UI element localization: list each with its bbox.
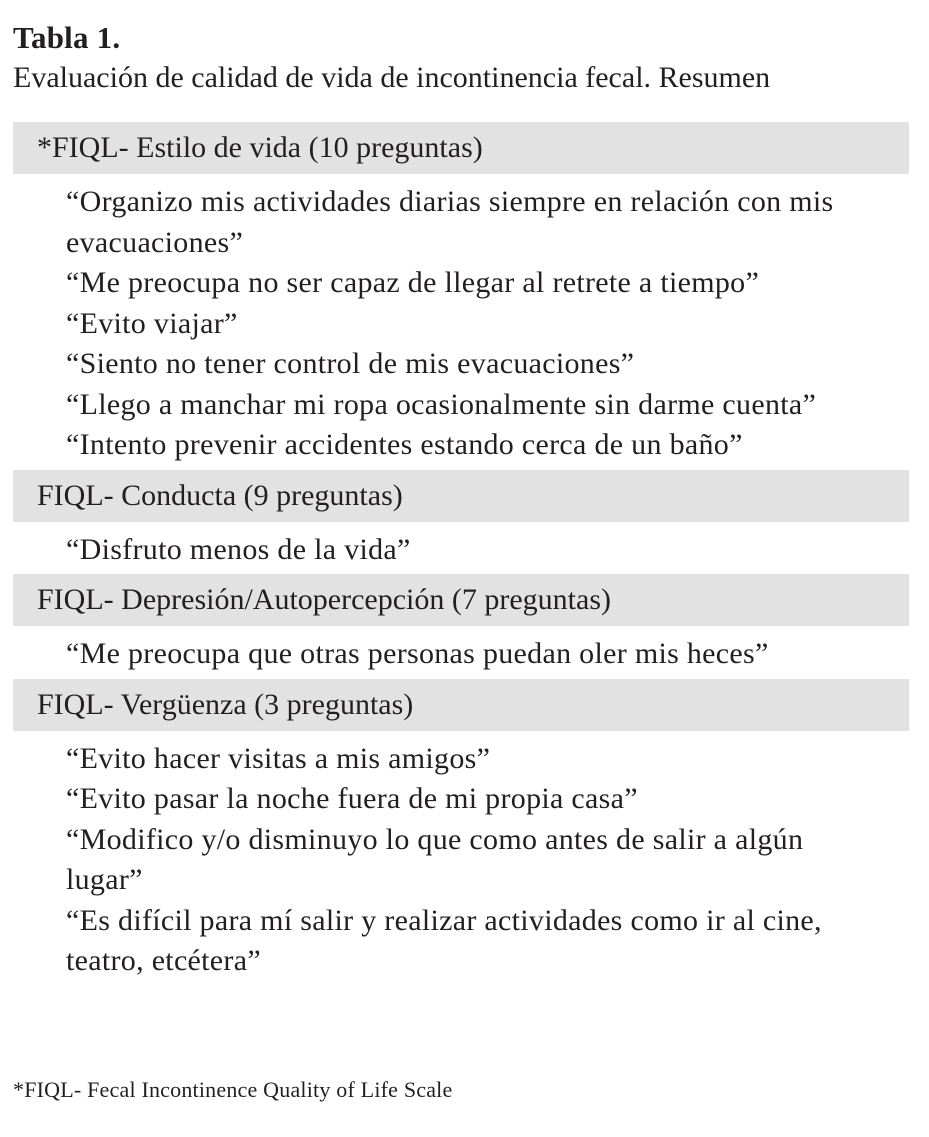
question-list [13,174,909,470]
question-item: “Evito pasar la noche fuera de mi propia casa” [66,782,638,815]
question-item: “Me preocupa no ser capaz de llegar al retrete a tiempo” [66,266,760,299]
question-item: “Evito viajar” [66,306,238,340]
question-item: “Intento prevenir accidentes estando cerca de un baño” [66,428,743,461]
section-conducta [13,470,909,575]
section-depresion-autopercepcion [13,574,909,679]
section-header: FIQL- Conducta (9 preguntas) [13,470,909,522]
question-item: “Disfruto menos de la vida” [66,532,411,566]
question-item: “Me preocupa que otras personas puedan oler mis heces” [66,637,769,670]
question-item: “Es difícil para mí salir y realizar actividades como ir al cine, teatro, etcétera” [66,903,822,977]
question-list [13,522,909,575]
footnote: *FIQL- Fecal Incontinence Quality of Life Scale [13,1077,453,1102]
section-header: *FIQL- Estilo de vida (10 preguntas) [13,122,909,174]
question-item: “Siento no tener control de mis evacuaciones” [66,347,635,380]
question-item: “Organizo mis actividades diarias siempre en relación con mis evacuaciones” [66,185,834,259]
table-caption: Evaluación de calidad de vida de incontinencia fecal. Resumen [13,61,771,94]
section-header: FIQL- Vergüenza (3 preguntas) [13,679,909,731]
table-title: Tabla 1. [13,20,121,55]
section-header: FIQL- Depresión/Autopercepción (7 preguntas) [13,574,909,626]
question-list [13,626,909,679]
question-item: “Llego a manchar mi ropa ocasionalmente sin darme cuenta” [66,387,817,421]
section-estilo-de-vida [13,122,909,470]
question-list [13,731,909,986]
question-item: “Modifico y/o disminuyo lo que como antes de salir a algún lugar” [66,822,804,896]
section-verguenza [13,679,909,986]
question-item: “Evito hacer visitas a mis amigos” [66,741,491,775]
